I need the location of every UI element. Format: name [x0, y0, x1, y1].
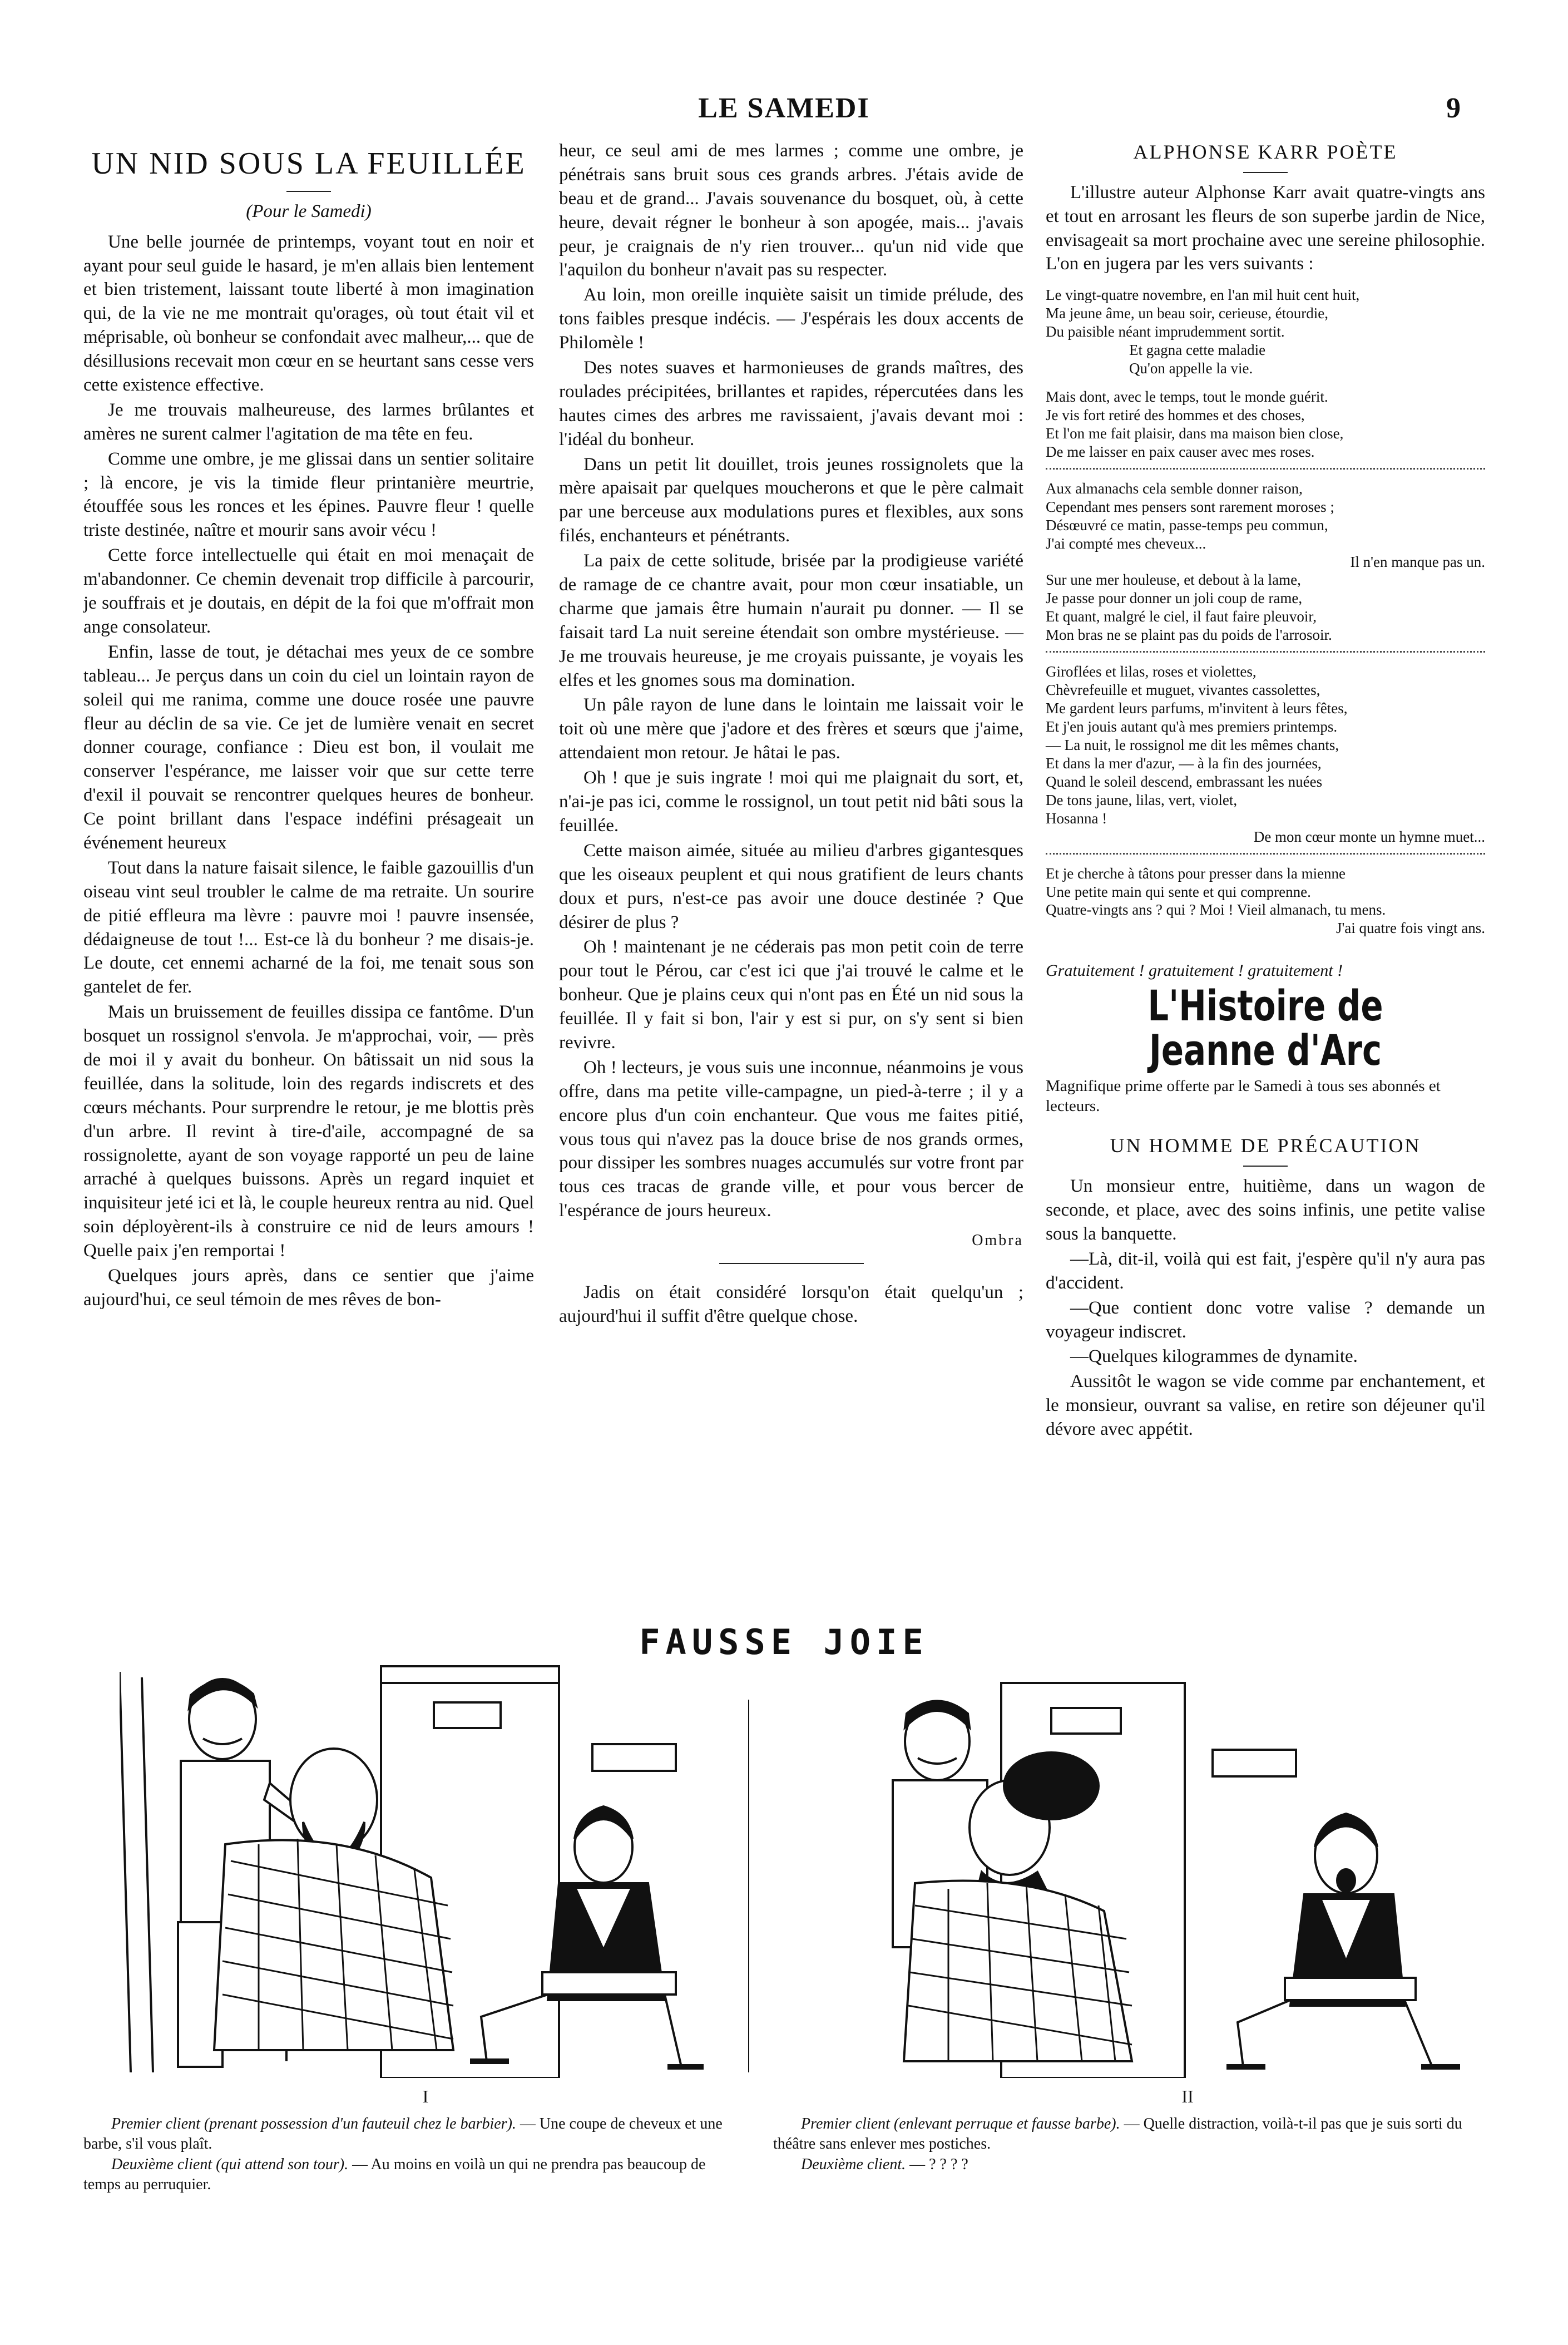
newspaper-title: LE SAMEDI	[698, 92, 870, 124]
verse-line: Je passe pour donner un joli coup de rame,	[1046, 590, 1303, 607]
barber-scene-illustration	[120, 1661, 720, 2078]
paragraph: Mais un bruissement de feuilles dissipa ce fantôme. D'un bosquet un rossignol s'envola. Je m'approchai, voir, — près de moi il y avait du bonheur. On bâtissait un nid sous la feuillée, dans la solitude, loin des regards indiscrets et des cœurs méchants. Pour surprendre le retour, je me blottis près d'un arbre. Il revint à tire-d'aile, accompagné de sa rossignolette, ayant de son voyage rapporté un peu de laine arraché à quelques buissons. Après un regard inquiet et inquisiteur jeté ici et là, le couple heureux rentra au nid. Quel soin déployèrent-ils à construire ce nid de leurs amours ! Quelle paix j'en remportai !	[83, 1002, 534, 1261]
caption-line: — ? ? ? ?	[909, 2155, 968, 2173]
panel-number-2: II	[1181, 2086, 1194, 2106]
dotted-separator	[1046, 651, 1485, 653]
poem-stanza	[1046, 865, 1485, 938]
verse-line: Je vis fort retiré des hommes et des choses,	[1046, 406, 1305, 423]
cartoon-panel-2	[748, 1661, 1521, 2081]
byline: (Pour le Samedi)	[246, 201, 372, 221]
cartoon-panel-1	[120, 1661, 720, 2081]
verse-line: Giroflées et lilas, roses et violettes,	[1046, 663, 1257, 680]
verse-line: Il n'en manque pas un.	[1350, 553, 1485, 570]
promo-description: Magnifique prime offerte par le Samedi à tous ses abonnés et lecteurs.	[1046, 1077, 1441, 1115]
title-rule	[1243, 172, 1288, 173]
paragraph: Au loin, mon oreille inquiète saisit un timide prélude, des tons faibles presque indécis. — J'espérais les doux accents de Philomèle !	[559, 285, 1023, 353]
paragraph: Enfin, lasse de tout, je détachai mes yeux de ce sombre tableau... Je perçus dans un coin du ciel un lointain rayon de soleil qui me ranima, comme une douce rosée une pauvre fleur au déclin de sa vie. Ce jet de lumière venait en secret donner courage, confiance : Dieu est bon, il voulait me conserver l'espérance, me laisser voir que sur cette terre d'exil il pouvait se rencontrer quelques heures de bonheur. Ce point brillant dans l'espace indéfini présageait un événement heureux	[83, 641, 534, 853]
verse-line: Et je cherche à tâtons pour presser dans la mienne	[1046, 865, 1346, 882]
paragraph: Oh ! maintenant je ne céderais pas mon petit coin de terre pour tout le Pérou, car c'est ici que j'ai trouvé le calme et le bonheur. Que je plains ceux qui n'ont pas en Été un nid sous la feuillée. Il y fait si bon, l'air y est si pur, on s'y sent si bien revivre.	[559, 937, 1023, 1053]
caption-speaker: Deuxième client (qui attend son tour).	[111, 2155, 349, 2173]
verse-line: Le vingt-quatre novembre, en l'an mil huit cent huit,	[1046, 287, 1360, 304]
verse-line: — La nuit, le rossignol me dit les mêmes chants,	[1046, 736, 1339, 753]
caption-speaker: Deuxième client.	[801, 2155, 906, 2173]
caption-panel-2	[773, 2114, 1485, 2175]
verse-line: Et j'en jouis autant qu'à mes premiers printemps.	[1046, 718, 1338, 735]
paragraph: Cette force intellectuelle qui était en moi menaçait de m'abandonner. Ce chemin devenait trop difficile à parcourir, je souffrais et je doutais, en dépit de la foi que m'offrait mon ange consolateur.	[83, 545, 534, 637]
verse-line: Et quant, malgré le ciel, il faut faire pleuvoir,	[1046, 608, 1317, 625]
paragraph: Aussitôt le wagon se vide comme par enchantement, et le monsieur, ouvrant sa valise, en retire son déjeuner qu'il dévore avec appétit.	[1046, 1371, 1485, 1440]
paragraph: Comme une ombre, je me glissai dans un sentier solitaire ; là encore, je vis la timide fleur printanière meurtrie, étouffée sous les ronces et les épines. Pauvre fleur ! quelle triste destinée, naître et mourir sans avoir vécu !	[83, 448, 534, 541]
paragraph: Oh ! lecteurs, je vous suis une inconnue, néanmoins je vous offre, dans ma petite ville-campagne, un pied-à-terre ; il y a encore plus d'un coin enchanteur. Que vous me faites pitié, vous tous qui n'avez pas la douce brise de nos grands ormes, pour dissiper les sombres nuages accumulés sur votre front par tous ces tracas de grande ville, et pour vous bercer de l'espérance de jours heureux.	[559, 1057, 1023, 1221]
paragraph: —Là, dit-il, voilà qui est fait, j'espère qu'il n'y aura pas d'accident.	[1046, 1248, 1485, 1293]
verse-line: Chèvrefeuille et muguet, vivantes cassolettes,	[1046, 682, 1320, 699]
caption-line: — Quelle distraction, voilà-t-il pas que je suis sorti du théâtre sans enlever mes postiches.	[773, 2115, 1462, 2153]
promo-subtitle: Gratuitement ! gratuitement ! gratuitement !	[1046, 961, 1343, 980]
article-title-karr: ALPHONSE KARR POÈTE	[1133, 141, 1398, 163]
paragraph: Oh ! que je suis ingrate ! moi qui me plaignait du sort, et, n'ai-je pas ici, comme le rossignol, un tout petit nid bâti sous la feuillée.	[559, 768, 1023, 836]
panel-number-1: I	[422, 2086, 429, 2106]
paragraph: —Quelques kilogrammes de dynamite.	[1070, 1346, 1358, 1367]
poem-stanza	[1046, 480, 1485, 644]
caption-speaker: Premier client (enlevant perruque et fausse barbe).	[801, 2115, 1120, 2132]
verse-line: Sur une mer houleuse, et debout à la lame,	[1046, 571, 1301, 589]
separator-rule	[719, 1263, 864, 1264]
paragraph: Une belle journée de printemps, voyant tout en noir et ayant pour seul guide le hasard, je m'en allais bien lentement et bien tristement, laissant toute liberté à mon imagination qui, de la vie ne me montrait qu'orages, où tout était vil et méprisable, où bonheur se confondait avec malheur,... que de désillusions recevait mon cœur en se heurtant sans cesse vers cette existence effective.	[83, 231, 534, 396]
verse-line: Cependant mes pensers sont rarement moroses ;	[1046, 498, 1334, 515]
verse-line: De tons jaune, lilas, vert, violet,	[1046, 791, 1238, 808]
poem-stanza	[1046, 286, 1485, 378]
paragraph: Un pâle rayon de lune dans le lointain me laissait voir le toit où une mère que j'adore et des frères et sœurs que j'aime, attendaient mon retour. Je hâtai le pas.	[559, 695, 1023, 763]
intro-paragraph: L'illustre auteur Alphonse Karr avait quatre-vingts ans et tout en arrosant les fleurs de son superbe jardin de Nice, envisageait sa mort prochaine avec une sereine philosophie. L'on en jugera par les vers suivants :	[1046, 182, 1485, 274]
barber-scene-illustration	[748, 1661, 1521, 2078]
verse-line: Mais dont, avec le temps, tout le monde guérit.	[1046, 388, 1328, 406]
paragraph: Cette maison aimée, située au milieu d'arbres gigantesques que les oiseaux peuplent et qui nous gratifient de leurs chants doux et purs, n'est-ce pas avoir une douce destinée ? Que désirer de plus ?	[559, 840, 1023, 932]
paragraph: Je me trouvais malheureuse, des larmes brûlantes et amères ne surent calmer l'agitation de ma tête en feu.	[83, 399, 534, 444]
verse-line: Quatre-vingts ans ? qui ? Moi ! Vieil almanach, tu mens.	[1046, 901, 1386, 919]
dotted-separator	[1046, 468, 1485, 470]
article-title-nid: UN NID SOUS LA FEUILLÉE	[91, 146, 526, 181]
paragraph: Des notes suaves et harmonieuses de grands maîtres, des roulades précipitées, brillantes et rapides, répercutées dans les hautes cimes des arbres me ravissaient, j'avais devant moi : l'idéal du bonheur.	[559, 358, 1023, 450]
verse-line: Et gagna cette maladie	[1129, 342, 1266, 359]
paragraph: Tout dans la nature faisait silence, le faible gazouillis d'un oiseau vint seul troubler le calme de ma retraite. Un sourire de pitié effleura ma lèvre : pauvre moi ! pauvre insensée, dédaigneuse de tout !... Est-ce là du bonheur ? me disais-je. Le doute, cet ennemi acharné de la foi, me tenait sous son gantelet de fer.	[83, 857, 534, 998]
verse-line: Qu'on appelle la vie.	[1129, 360, 1253, 377]
paragraph: La paix de cette solitude, brisée par la prodigieuse variété de ramage de ce chantre avait, pour mon cœur insatiable, un charme que jamais être humain n'aurait pu donner. — Il se faisait tard La nuit sereine étendait son ombre mystérieuse. — Je me trouvais heureuse, je me croyais puissante, je voyais les elfes et les gnomes sous ma domination.	[559, 551, 1023, 690]
verse-line: De me laisser en paix causer avec mes roses.	[1046, 443, 1315, 460]
caption-speaker: Premier client (prenant possession d'un fauteuil chez le barbier).	[111, 2115, 516, 2132]
page-number: 9	[1446, 92, 1461, 124]
caption-line: — Au moins en voilà un qui ne prendra pas beaucoup de temps au perruquier.	[83, 2155, 706, 2194]
verse-line: Quand le soleil descend, embrassant les nuées	[1046, 773, 1323, 790]
verse-line: Une petite main qui sente et qui comprenne.	[1046, 883, 1311, 900]
verse-line: Et dans la mer d'azur, — à la fin des journées,	[1046, 754, 1322, 772]
epigram: Jadis on était considéré lorsqu'on était quelqu'un ; aujourd'hui il suffit d'être quelque chose.	[559, 1282, 1023, 1327]
verse-line: Me gardent leurs parfums, m'invitent à leurs fêtes,	[1046, 700, 1348, 717]
verse-line: J'ai compté mes cheveux...	[1046, 535, 1206, 552]
title-rule	[286, 191, 331, 192]
signature: Ombra	[972, 1232, 1023, 1250]
verse-line: Hosanna !	[1046, 809, 1107, 827]
column-2	[559, 139, 1023, 1330]
poem-stanza	[1046, 388, 1485, 461]
caption-line: — Une coupe de cheveux et une barbe, s'il vous plaît.	[83, 2115, 723, 2153]
paragraph: Quelques jours après, dans ce sentier que j'aime aujourd'hui, ce seul témoin de mes rêves de bon-	[83, 1265, 534, 1310]
paragraph: Dans un petit lit douillet, trois jeunes rossignolets que la mère apaisait par quelques moucherons et que le père calmait par une berceuse aux modulations pures et flexibles, aux sons filés, enchanteurs et pénétrants.	[559, 454, 1023, 546]
cartoon-title: FAUSSE JOIE	[639, 1622, 929, 1662]
paragraph: Un monsieur entre, huitième, dans un wagon de seconde, et place, avec des soins infinis, une petite valise sous la banquette.	[1046, 1176, 1485, 1245]
paragraph: heur, ce seul ami de mes larmes ; comme une ombre, je pénétrais sans bruit sous ces grands arbres. J'étais avide de beau et de grand... J'avais souvenance du bosquet, où, à cette heure, devait régner le bonheur à son apogée, mais... j'avais peur, je craignais de n'y rien trouver... qu'un nid vide que l'aquilon du bonheur n'avait pas su respecter.	[559, 141, 1023, 280]
verse-line: J'ai quatre fois vingt ans.	[1335, 920, 1485, 937]
verse-line: Du paisible néant imprudemment sortit.	[1046, 323, 1285, 340]
column-3	[1046, 139, 1485, 1443]
dotted-separator	[1046, 853, 1485, 855]
title-rule	[1243, 1166, 1288, 1167]
verse-line: Aux almanachs cela semble donner raison,	[1046, 480, 1303, 497]
article-title-precaution: UN HOMME DE PRÉCAUTION	[1110, 1134, 1421, 1157]
caption-panel-1	[83, 2114, 723, 2195]
verse-line: De mon cœur monte un hymne muet...	[1253, 828, 1485, 845]
paragraph: —Que contient donc votre valise ? demande un voyageur indiscret.	[1046, 1297, 1485, 1342]
poem-stanza	[1046, 663, 1485, 846]
verse-line: Désœuvré ce matin, passe-temps peu commun,	[1046, 516, 1328, 534]
verse-line: Ma jeune âme, un beau soir, cerieuse, étourdie,	[1046, 305, 1328, 322]
verse-line: Mon bras ne se plaint pas du poids de l'arrosoir.	[1046, 626, 1332, 644]
column-1	[83, 139, 534, 1313]
verse-line: Et l'on me fait plaisir, dans ma maison bien close,	[1046, 424, 1344, 442]
promo-title: L'Histoire de Jeanne d'Arc	[1147, 981, 1383, 1075]
